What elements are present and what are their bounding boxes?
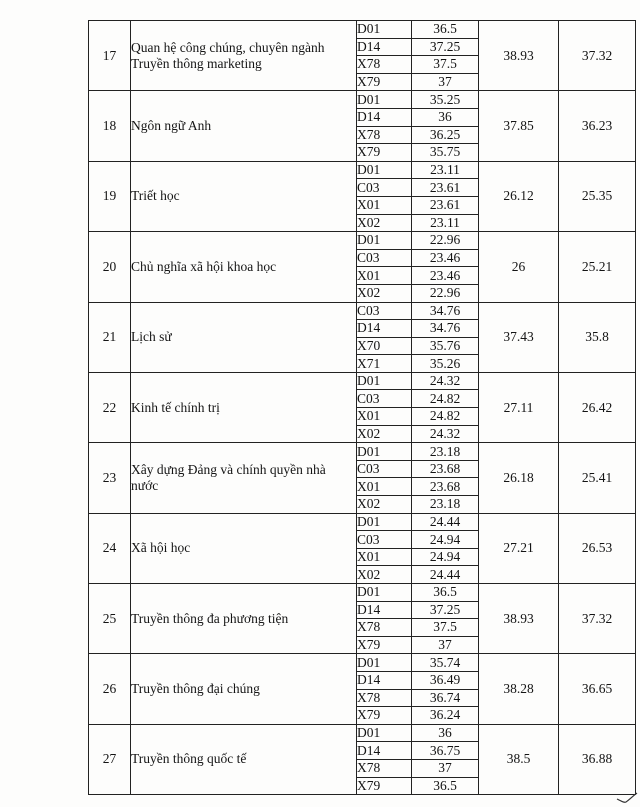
score-column-b-cell: 36.88: [559, 724, 636, 794]
major-name-line: Truyền thông đại chúng: [131, 681, 260, 697]
score-column-b-cell: 26.53: [559, 513, 636, 583]
table-body: [89, 21, 636, 795]
subject-combination-cell: X78: [357, 759, 412, 777]
combination-score-cell: 37.5: [412, 619, 479, 637]
row-number-cell: 20: [89, 232, 131, 302]
score-column-a-cell: 26.12: [479, 161, 559, 231]
combination-score-cell: 24.94: [412, 548, 479, 566]
major-name-line: Xây dựng Đảng và chính quyền nhà: [131, 461, 326, 477]
major-name-cell: [131, 161, 357, 231]
score-column-a-cell: 27.21: [479, 513, 559, 583]
major-name-cell: [131, 21, 357, 91]
subject-combination-cell: D01: [357, 232, 412, 250]
score-column-a-cell: 26.18: [479, 443, 559, 513]
major-name-line: Lịch sử: [131, 329, 172, 345]
major-name-line: Xã hội học: [131, 540, 191, 556]
major-name-line: Quan hệ công chúng, chuyên ngành: [131, 39, 325, 55]
table-row: [89, 724, 636, 742]
subject-combination-cell: X01: [357, 196, 412, 214]
score-column-b-cell: 36.65: [559, 654, 636, 724]
major-name-line: Truyền thông đa phương tiện: [131, 610, 289, 626]
combination-score-cell: 24.94: [412, 531, 479, 549]
subject-combination-cell: D01: [357, 21, 412, 39]
combination-score-cell: 37.25: [412, 38, 479, 56]
subject-combination-cell: X78: [357, 619, 412, 637]
score-column-a-cell: 38.5: [479, 724, 559, 794]
subject-combination-cell: D14: [357, 601, 412, 619]
subject-combination-cell: X79: [357, 636, 412, 654]
combination-score-cell: 35.25: [412, 91, 479, 109]
row-number-cell: 25: [89, 584, 131, 654]
combination-score-cell: 24.82: [412, 390, 479, 408]
combination-score-cell: 37: [412, 636, 479, 654]
combination-score-cell: 23.61: [412, 179, 479, 197]
score-column-b-cell: 26.42: [559, 372, 636, 442]
subject-combination-cell: C03: [357, 460, 412, 478]
combination-score-cell: 36.74: [412, 689, 479, 707]
score-column-a-cell: 38.93: [479, 21, 559, 91]
combination-score-cell: 34.76: [412, 302, 479, 320]
table-row: [89, 21, 636, 39]
major-name-line: Truyền thông marketing: [131, 55, 262, 71]
combination-score-cell: 36.24: [412, 707, 479, 725]
combination-score-cell: 23.61: [412, 196, 479, 214]
row-number-cell: 23: [89, 443, 131, 513]
combination-score-cell: 35.76: [412, 337, 479, 355]
combination-score-cell: 24.32: [412, 372, 479, 390]
major-name-cell: [131, 724, 357, 794]
combination-score-cell: 23.18: [412, 443, 479, 461]
subject-combination-cell: D14: [357, 742, 412, 760]
row-number-cell: 27: [89, 724, 131, 794]
combination-score-cell: 22.96: [412, 232, 479, 250]
major-name-cell: [131, 513, 357, 583]
subject-combination-cell: X02: [357, 496, 412, 514]
score-column-b-cell: 35.8: [559, 302, 636, 372]
score-column-a-cell: 38.93: [479, 584, 559, 654]
score-column-b-cell: 37.32: [559, 584, 636, 654]
combination-score-cell: 23.68: [412, 460, 479, 478]
major-name-line: Triết học: [131, 188, 180, 204]
combination-score-cell: 23.68: [412, 478, 479, 496]
subject-combination-cell: C03: [357, 390, 412, 408]
subject-combination-cell: D14: [357, 320, 412, 338]
row-number-cell: 17: [89, 21, 131, 91]
subject-combination-cell: X02: [357, 284, 412, 302]
subject-combination-cell: C03: [357, 249, 412, 267]
subject-combination-cell: D14: [357, 38, 412, 56]
combination-score-cell: 37: [412, 73, 479, 91]
subject-combination-cell: C03: [357, 531, 412, 549]
pen-check-mark: [616, 792, 638, 804]
subject-combination-cell: C03: [357, 179, 412, 197]
combination-score-cell: 37.25: [412, 601, 479, 619]
combination-score-cell: 23.46: [412, 267, 479, 285]
combination-score-cell: 36.75: [412, 742, 479, 760]
row-number-cell: 18: [89, 91, 131, 161]
combination-score-cell: 37: [412, 759, 479, 777]
subject-combination-cell: X01: [357, 548, 412, 566]
table-row: [89, 654, 636, 672]
table-row: [89, 443, 636, 461]
table-row: [89, 232, 636, 250]
score-column-a-cell: 37.43: [479, 302, 559, 372]
score-column-a-cell: 27.11: [479, 372, 559, 442]
major-name-cell: [131, 654, 357, 724]
table-row: [89, 161, 636, 179]
combination-score-cell: 23.11: [412, 214, 479, 232]
subject-combination-cell: D14: [357, 108, 412, 126]
subject-combination-cell: X79: [357, 707, 412, 725]
major-name-line: Kinh tế chính trị: [131, 399, 220, 415]
combination-score-cell: 24.44: [412, 513, 479, 531]
table-row: [89, 91, 636, 109]
table-row: [89, 513, 636, 531]
subject-combination-cell: X02: [357, 425, 412, 443]
score-column-a-cell: 38.28: [479, 654, 559, 724]
subject-combination-cell: X79: [357, 144, 412, 162]
subject-combination-cell: X01: [357, 408, 412, 426]
subject-combination-cell: D14: [357, 671, 412, 689]
subject-combination-cell: X02: [357, 214, 412, 232]
subject-combination-cell: X01: [357, 478, 412, 496]
combination-score-cell: 24.82: [412, 408, 479, 426]
combination-score-cell: 36: [412, 724, 479, 742]
major-name-line: Truyền thông quốc tế: [131, 751, 247, 767]
combination-score-cell: 36.49: [412, 671, 479, 689]
row-number-cell: 22: [89, 372, 131, 442]
major-name-cell: [131, 443, 357, 513]
combination-score-cell: 35.74: [412, 654, 479, 672]
table-row: [89, 372, 636, 390]
major-name-cell: [131, 584, 357, 654]
combination-score-cell: 34.76: [412, 320, 479, 338]
subject-combination-cell: D01: [357, 372, 412, 390]
row-number-cell: 21: [89, 302, 131, 372]
subject-combination-cell: X79: [357, 777, 412, 795]
subject-combination-cell: X78: [357, 126, 412, 144]
combination-score-cell: 36.25: [412, 126, 479, 144]
major-name-line: nước: [131, 477, 159, 493]
subject-combination-cell: D01: [357, 91, 412, 109]
subject-combination-cell: X01: [357, 267, 412, 285]
subject-combination-cell: X78: [357, 56, 412, 74]
subject-combination-cell: D01: [357, 443, 412, 461]
score-column-b-cell: 25.21: [559, 232, 636, 302]
major-name-cell: [131, 232, 357, 302]
subject-combination-cell: X70: [357, 337, 412, 355]
subject-combination-cell: D01: [357, 584, 412, 602]
combination-score-cell: 24.44: [412, 566, 479, 584]
combination-score-cell: 36.5: [412, 584, 479, 602]
score-column-b-cell: 36.23: [559, 91, 636, 161]
combination-score-cell: 37.5: [412, 56, 479, 74]
subject-combination-cell: D01: [357, 513, 412, 531]
combination-score-cell: 24.32: [412, 425, 479, 443]
score-column-b-cell: 25.35: [559, 161, 636, 231]
row-number-cell: 26: [89, 654, 131, 724]
combination-score-cell: 35.26: [412, 355, 479, 373]
combination-score-cell: 23.18: [412, 496, 479, 514]
major-name-cell: [131, 302, 357, 372]
score-column-b-cell: 37.32: [559, 21, 636, 91]
combination-score-cell: 35.75: [412, 144, 479, 162]
score-column-a-cell: 37.85: [479, 91, 559, 161]
major-name-cell: [131, 372, 357, 442]
score-column-a-cell: 26: [479, 232, 559, 302]
combination-score-cell: 36.5: [412, 21, 479, 39]
score-column-b-cell: 25.41: [559, 443, 636, 513]
major-name-line: Ngôn ngữ Anh: [131, 118, 212, 134]
admission-score-table: [88, 20, 636, 795]
subject-combination-cell: C03: [357, 302, 412, 320]
table-row: [89, 302, 636, 320]
combination-score-cell: 23.11: [412, 161, 479, 179]
major-name-line: Chủ nghĩa xã hội khoa học: [131, 258, 277, 274]
combination-score-cell: 23.46: [412, 249, 479, 267]
subject-combination-cell: X79: [357, 73, 412, 91]
row-number-cell: 19: [89, 161, 131, 231]
combination-score-cell: 36.5: [412, 777, 479, 795]
major-name-cell: [131, 91, 357, 161]
combination-score-cell: 36: [412, 108, 479, 126]
subject-combination-cell: D01: [357, 654, 412, 672]
subject-combination-cell: X02: [357, 566, 412, 584]
subject-combination-cell: X71: [357, 355, 412, 373]
subject-combination-cell: X78: [357, 689, 412, 707]
subject-combination-cell: D01: [357, 724, 412, 742]
row-number-cell: 24: [89, 513, 131, 583]
combination-score-cell: 22.96: [412, 284, 479, 302]
subject-combination-cell: D01: [357, 161, 412, 179]
table-row: [89, 584, 636, 602]
